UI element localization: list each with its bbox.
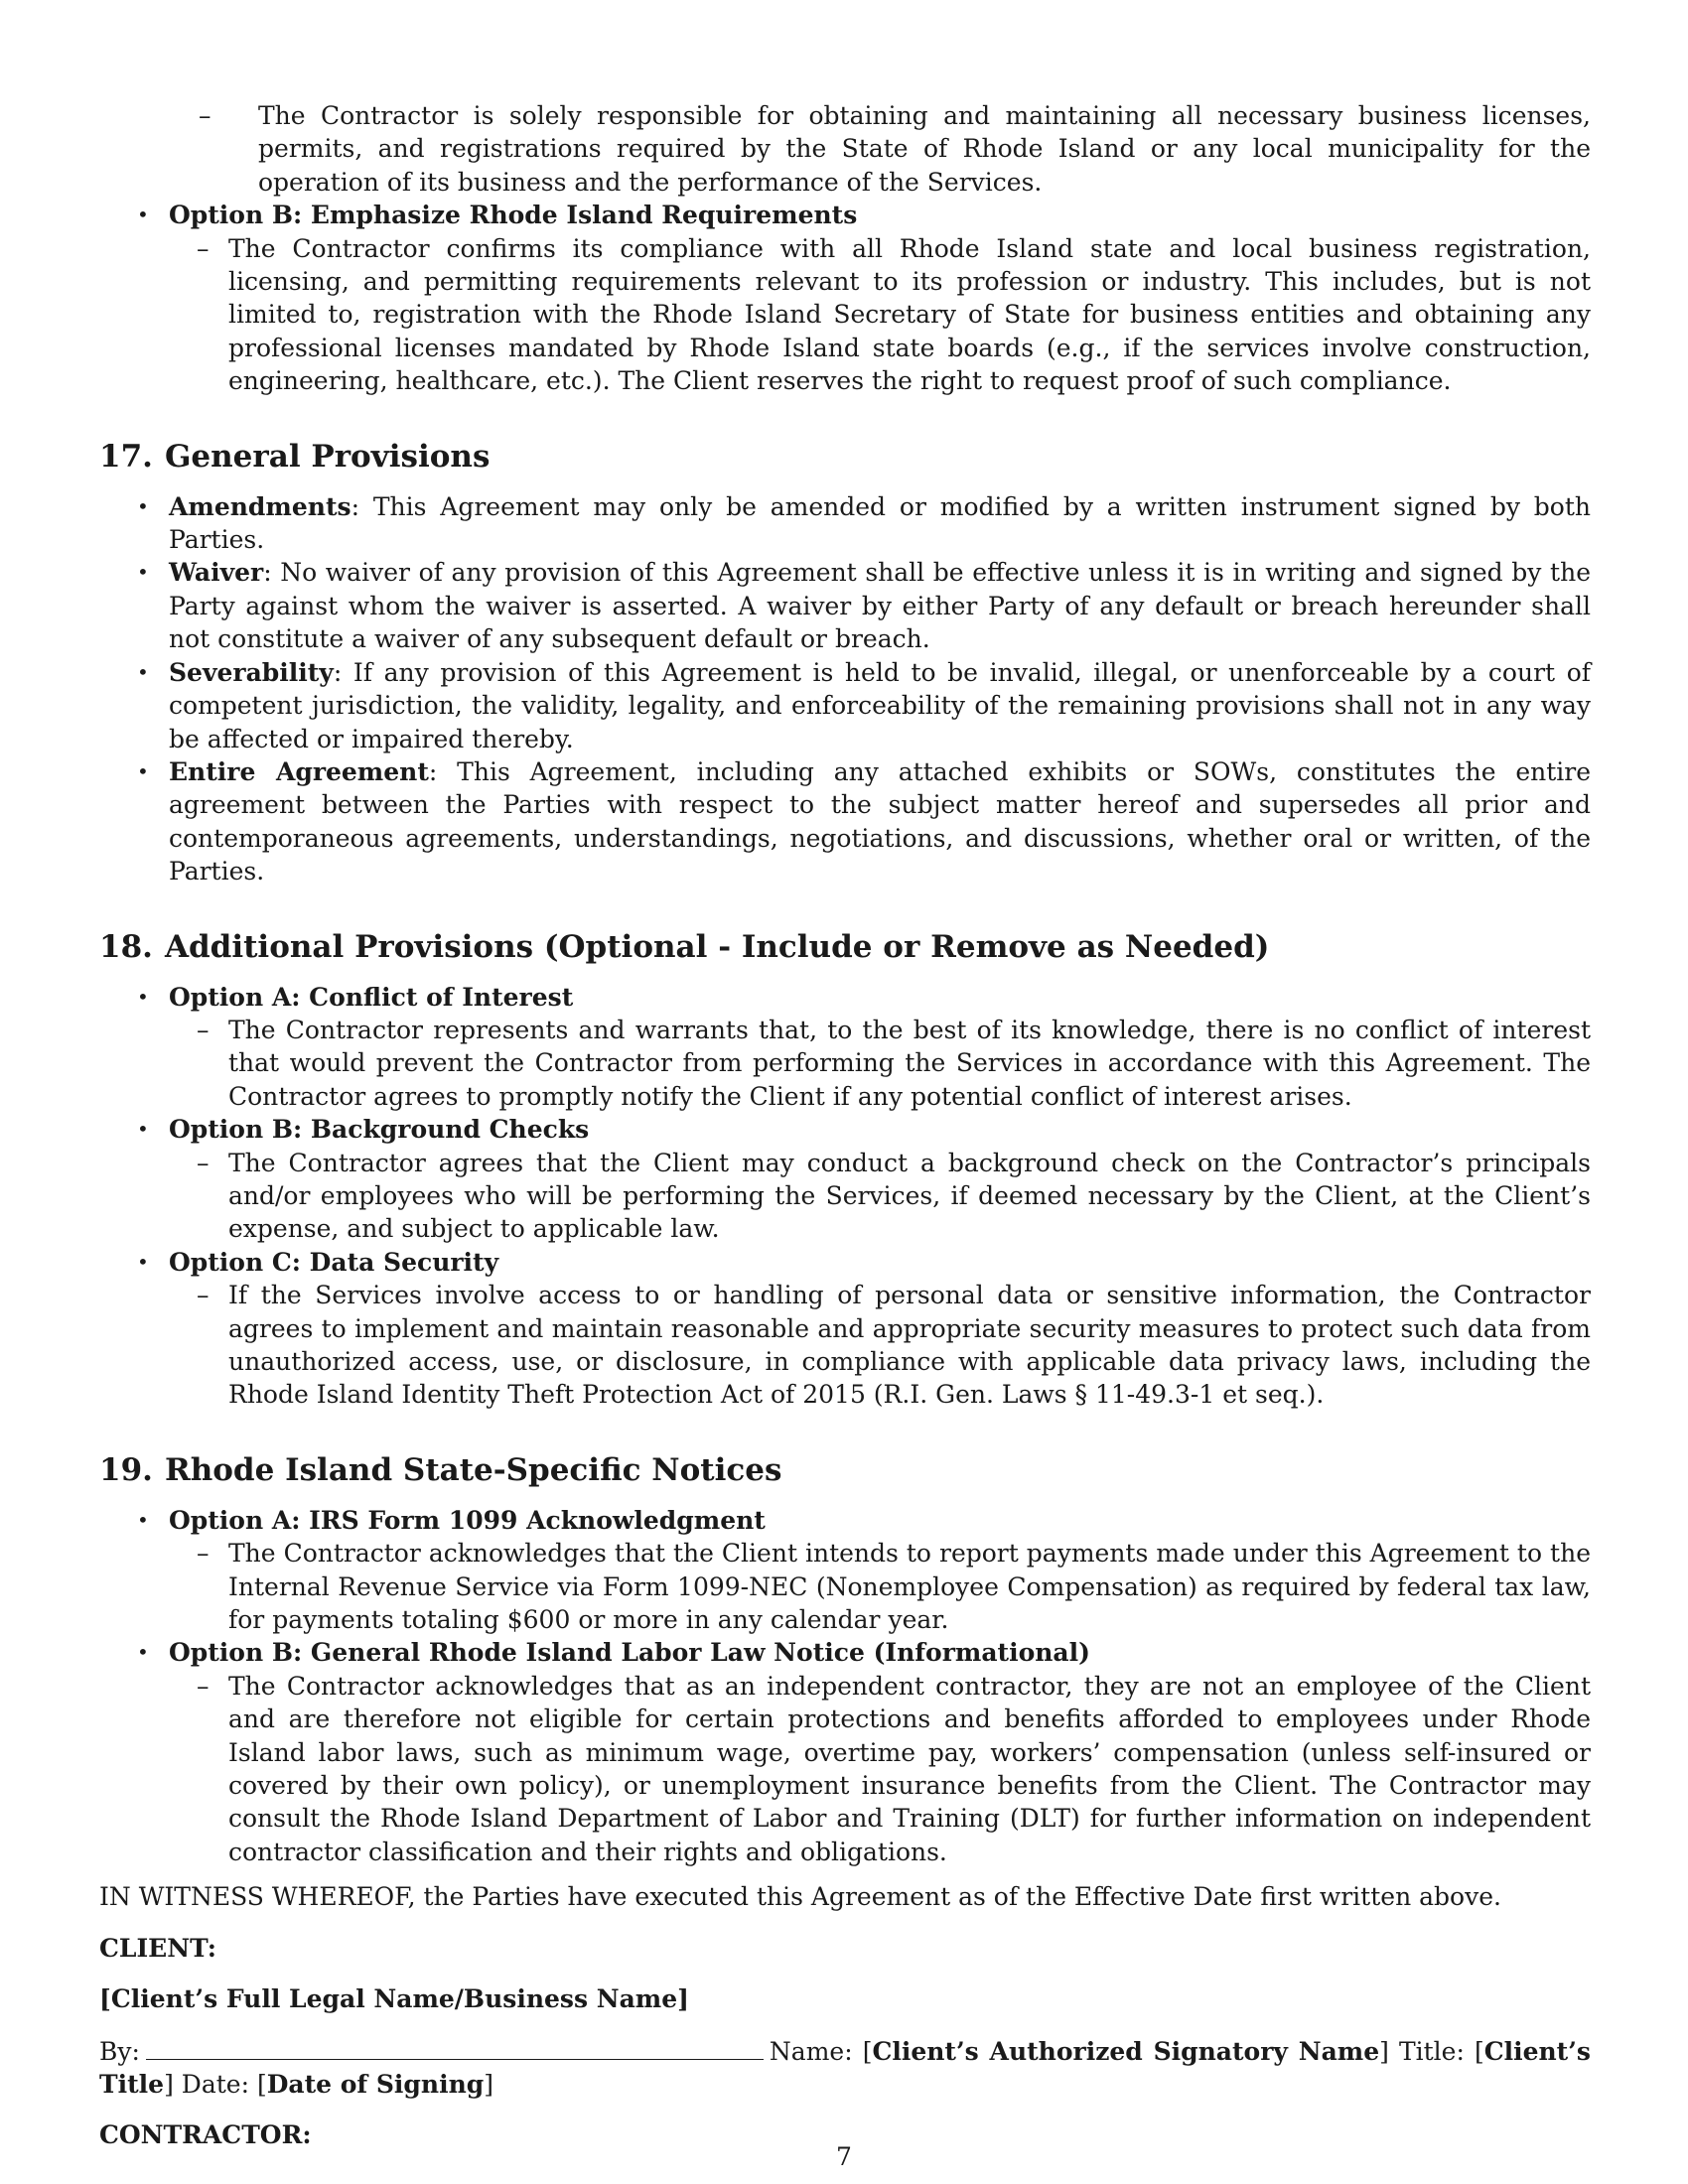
- list-item-text: The Contractor is solely responsible for obtaining and maintaining all necessary business licenses, permits, and registrations required by the State of Rhode Island or any local municipality for the operation of its business and the performance of the Services.: [258, 101, 1591, 197]
- list-item: [169, 1014, 1591, 1113]
- contractor-heading: CONTRACTOR:: [99, 2120, 312, 2150]
- page-number: 7: [836, 2142, 852, 2171]
- provision-term: Entire Agreement: [169, 756, 429, 786]
- client-signature-line: By: Name: [Client’s Authorized Signatory Name] Title: [Client’s Title] Date: [Date of Signing]: [99, 2033, 1591, 2102]
- date-placeholder: Date of Signing: [266, 2069, 485, 2099]
- option-label: Option A: Conflict of Interest: [169, 982, 574, 1012]
- provision-term: Waiver: [169, 558, 264, 588]
- list-item-text: The Contractor agrees that the Client may conduct a background check on the Contractor’s principals and/or employees who will be performing the Services, if deemed necessary by the Client, at the Client’s expense, and subject to applicable law.: [228, 1148, 1591, 1244]
- dash-marker: –: [197, 1671, 210, 1701]
- bullet-marker: •: [137, 203, 149, 227]
- provision-term: Amendments: [169, 491, 352, 521]
- list-item-text: The Contractor represents and warrants that, to the best of its knowledge, there is no conflict of interest that would prevent the Contractor from performing the Services in accordance with this Agreement. The Contractor agrees to promptly notify the Client if any potential conflict of interest arises.: [228, 1015, 1591, 1111]
- list-item-text: The Contractor acknowledges that the Client intends to report payments made under this Agreement to the Internal Revenue Service via Form 1099-NEC (Nonemployee Compensation) as required by federal tax law, for payments totaling $600 or more in any calendar year.: [228, 1539, 1591, 1635]
- signature-blank[interactable]: [146, 2033, 764, 2060]
- option-item: [99, 1504, 1591, 1637]
- option-label: Option B: Background Checks: [169, 1115, 590, 1145]
- list-item: [169, 1537, 1591, 1636]
- name-label: Name:: [769, 2036, 863, 2066]
- date-label: Date:: [173, 2069, 257, 2099]
- additional-provisions-list: [99, 981, 1591, 1412]
- dash-marker: –: [197, 1148, 210, 1177]
- signatory-name-placeholder: Client’s Authorized Signatory Name: [872, 2036, 1380, 2066]
- provision-item: [99, 656, 1591, 755]
- dash-marker: –: [197, 1015, 210, 1044]
- title-label: Title:: [1388, 2036, 1475, 2066]
- option-label: Option B: General Rhode Island Labor Law Notice (Informational): [169, 1638, 1090, 1668]
- section-heading-19: 19. Rhode Island State-Specific Notices: [99, 1451, 782, 1488]
- bullet-marker: •: [137, 1507, 149, 1532]
- dash-marker: –: [197, 233, 210, 263]
- list-item: [199, 99, 1591, 199]
- bullet-marker: •: [137, 659, 149, 684]
- document-page: [99, 99, 1591, 2152]
- bullet-marker: •: [137, 984, 149, 1009]
- dash-marker: –: [197, 1281, 210, 1310]
- option-label: Option A: IRS Form 1099 Acknowledgment: [169, 1505, 766, 1535]
- option-item: [99, 1246, 1591, 1412]
- dash-marker: –: [199, 101, 211, 130]
- option-item: [99, 199, 1591, 397]
- continued-list: [199, 99, 1591, 199]
- option-item: [99, 1113, 1591, 1246]
- provision-item: [99, 755, 1591, 888]
- section-heading-17: 17. General Provisions: [99, 438, 491, 475]
- bullet-marker: •: [137, 758, 149, 783]
- by-label: By:: [99, 2036, 140, 2066]
- bullet-marker: •: [137, 1640, 149, 1665]
- provision-text: : This Agreement may only be amended or modified by a written instrument signed by both Parties.: [169, 491, 1591, 555]
- provision-item: [99, 556, 1591, 655]
- witness-statement: IN WITNESS WHEREOF, the Parties have executed this Agreement as of the Effective Date first written above.: [99, 1882, 1501, 1912]
- bullet-marker: •: [137, 1249, 149, 1274]
- section-heading-18: 18. Additional Provisions (Optional - Include or Remove as Needed): [99, 928, 1270, 965]
- list-item: [169, 1147, 1591, 1246]
- provision-item: [99, 490, 1591, 557]
- list-item: [169, 1279, 1591, 1412]
- option-item: [99, 1636, 1591, 1868]
- option-item: [99, 981, 1591, 1114]
- list-item-text: The Contractor acknowledges that as an independent contractor, they are not an employee of the Client and are therefore not eligible for certain protections and benefits afforded to employees under Rhode Island labor laws, such as minimum wage, overtime pay, workers’ compensation (unless self-insured or covered by their own policy), or unemployment insurance benefits from the Client. The Contractor may consult the Rhode Island Department of Labor and Training (DLT) for further information on independent contractor classification and their rights and obligations.: [228, 1671, 1591, 1866]
- option-label: Option B: Emphasize Rhode Island Requirements: [169, 201, 858, 230]
- provision-text: : No waiver of any provision of this Agreement shall be effective unless it is in writing and signed by the Party against whom the waiver is asserted. A waiver by either Party of any default or breach hereunder shall not constitute a waiver of any subsequent default or breach.: [169, 558, 1591, 654]
- provision-text: : If any provision of this Agreement is held to be invalid, illegal, or unenforceable by a court of competent jurisdiction, the validity, legality, and enforceability of the remaining provisions shall not in any way be affected or impaired thereby.: [169, 657, 1591, 753]
- provision-text: : This Agreement, including any attached exhibits or SOWs, constitutes the entire agreement between the Parties with respect to the subject matter hereof and supersedes all prior and contemporaneous agreements, understandings, negotiations, and discussions, whether oral or written, of the Parties.: [169, 756, 1592, 887]
- list-item: [169, 1670, 1591, 1868]
- general-provisions-list: [99, 490, 1591, 888]
- client-name-placeholder: [Client’s Full Legal Name/Business Name]: [99, 1984, 689, 2014]
- list-item-text: If the Services involve access to or handling of personal data or sensitive information, the Contractor agrees to implement and maintain reasonable and appropriate security measures to protect such data from unauthorized access, use, or disclosure, in compliance with applicable data privacy laws, including the Rhode Island Identity Theft Protection Act of 2015 (R.I. Gen. Laws § 11-49.3-1 et seq.).: [228, 1281, 1591, 1410]
- option-label: Option C: Data Security: [169, 1247, 499, 1277]
- list-item-text: The Contractor confirms its compliance with all Rhode Island state and local business registration, licensing, and permitting requirements relevant to its profession or industry. This includes, but is not limited to, registration with the Rhode Island Secretary of State for business entities and obtaining any professional licenses mandated by Rhode Island state boards (e.g., if the services involve construction, engineering, healthcare, etc.). The Client reserves the right to request proof of such compliance.: [228, 233, 1591, 396]
- state-notices-list: [99, 1504, 1591, 1868]
- option-list: [99, 199, 1591, 397]
- list-item: [169, 232, 1591, 398]
- bullet-marker: •: [137, 560, 149, 585]
- client-heading: CLIENT:: [99, 1933, 217, 1963]
- dash-marker: –: [197, 1539, 210, 1569]
- provision-term: Severability: [169, 657, 334, 687]
- title-placeholder: Client’s Title: [99, 2036, 1592, 2099]
- bullet-marker: •: [137, 493, 149, 518]
- bullet-marker: •: [137, 1117, 149, 1142]
